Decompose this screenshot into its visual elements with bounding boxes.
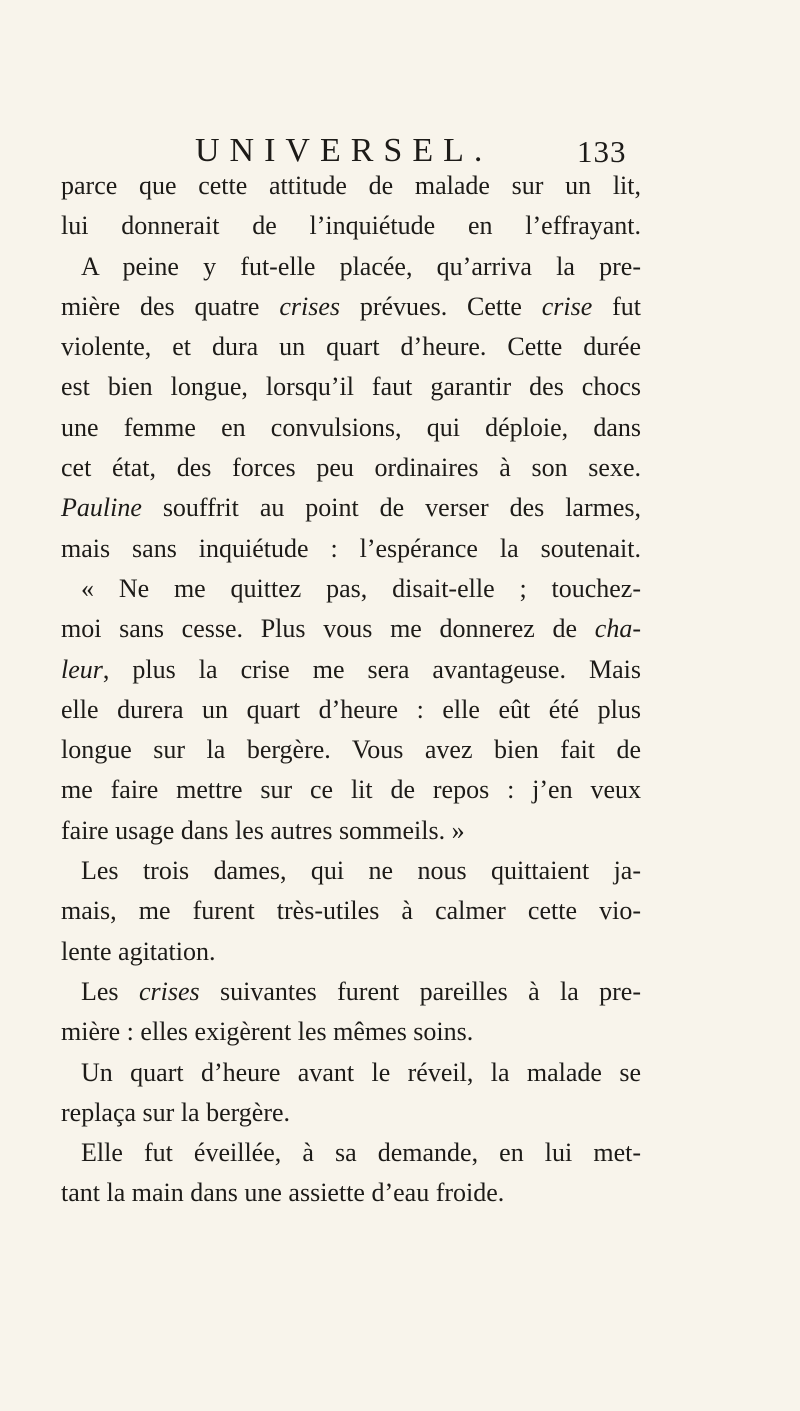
text-line: lui donnerait de l’inquiétude en l’effrayant. [61, 211, 641, 241]
text-line: tant la main dans une assiette d’eau froide. [61, 1178, 505, 1208]
text-line: Les crises suivantes furent pareilles à la pre- [81, 976, 642, 1006]
running-title: UNIVERSEL. [195, 132, 493, 169]
text-line: elle durera un quart d’heure : elle eût été plus [61, 694, 641, 724]
italic-word: cha- [594, 614, 641, 644]
text-line: leur, plus la crise me sera avantageuse. Mais [61, 654, 641, 684]
text-line: Un quart d’heure avant le réveil, la malade se [81, 1057, 641, 1087]
text-line: Les trois dames, qui ne nous quittaient ja- [81, 856, 641, 886]
text-line: parce que cette attitude de malade sur un lit, [61, 171, 641, 200]
text-line: faire usage dans les autres sommeils. » [61, 815, 465, 845]
italic-word: leur [61, 654, 103, 684]
text-line: replaça sur la bergère. [61, 1097, 291, 1127]
text-line: une femme en convulsions, qui déploie, dans [61, 412, 641, 442]
text-line: mais sans inquiétude : l’espérance la soutenait. [61, 533, 641, 563]
italic-word: Pauline [61, 493, 142, 523]
text-line: A peine y fut-elle placée, qu’arriva la pre- [81, 251, 641, 281]
text-line: mais, me furent très-utiles à calmer cette vio- [61, 896, 641, 926]
text-line: longue sur la bergère. Vous avez bien fait de [61, 735, 641, 765]
page-number: 133 [577, 134, 627, 169]
text-line: me faire mettre sur ce lit de repos : j’en veux [61, 775, 641, 805]
text-line: violente, et dura un quart d’heure. Cette durée [61, 332, 641, 362]
text-line: Pauline souffrit au point de verser des larmes, [61, 493, 641, 523]
text-line: lente agitation. [61, 936, 216, 966]
text-line: mière des quatre crises prévues. Cette crise fut [61, 291, 642, 321]
text-line: mière : elles exigèrent les mêmes soins. [61, 1017, 474, 1047]
text-line: moi sans cesse. Plus vous me donnerez de cha- [61, 614, 641, 644]
italic-word: crise [541, 291, 593, 321]
italic-word: crises [279, 291, 340, 321]
text-line: « Ne me quittez pas, disait-elle ; touchez- [81, 573, 641, 603]
italic-word: crises [138, 976, 200, 1006]
text-line: Elle fut éveillée, à sa demande, en lui met- [81, 1138, 641, 1168]
body-text [61, 166, 641, 1214]
text-line: cet état, des forces peu ordinaires à son sexe. [61, 453, 641, 483]
text-line: est bien longue, lorsqu’il faut garantir des chocs [61, 372, 641, 402]
